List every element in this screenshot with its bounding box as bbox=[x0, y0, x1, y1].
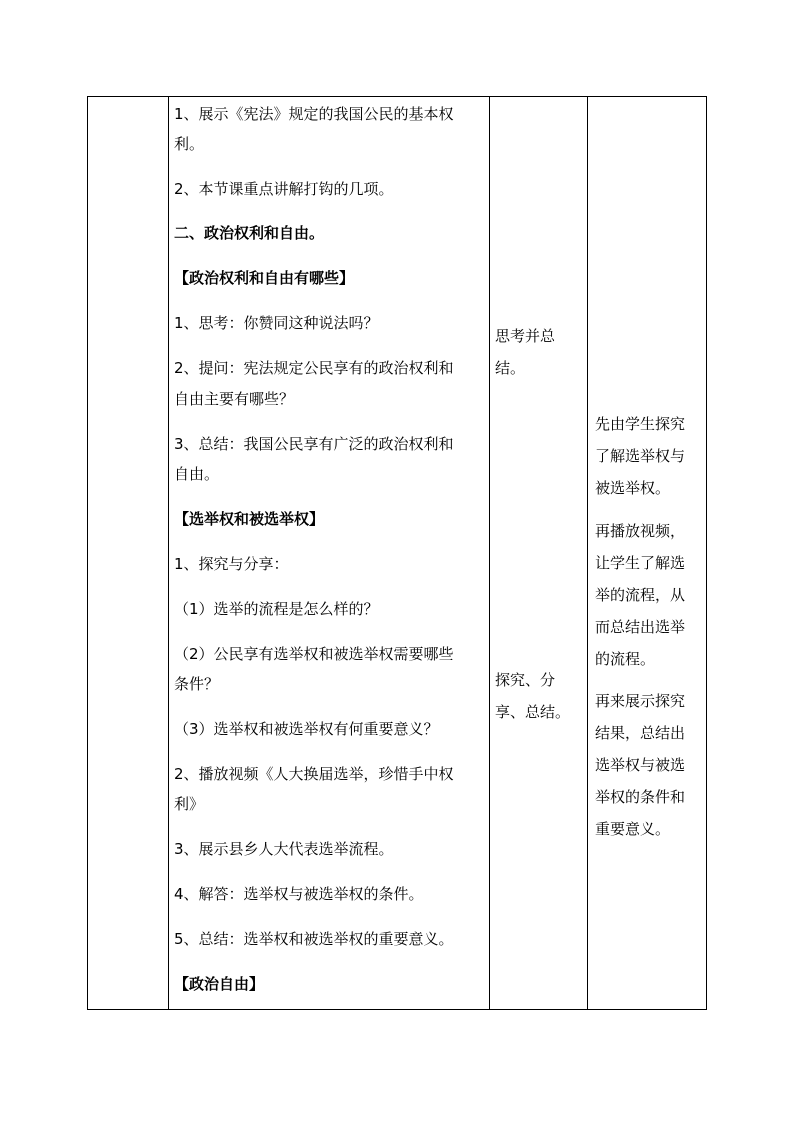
text-line: 举权的条件和 bbox=[595, 788, 686, 806]
text-line: 被选举权。 bbox=[595, 479, 671, 497]
text-line: 了解选举权与 bbox=[595, 447, 686, 465]
text-line: 让学生了解选 bbox=[595, 554, 686, 572]
text-line: 重要意义。 bbox=[595, 820, 671, 838]
text-line: 4、解答：选举权与被选举权的条件。 bbox=[174, 885, 424, 903]
blank-column bbox=[88, 97, 168, 1009]
text-line: 利。 bbox=[174, 135, 205, 153]
subsection-heading: 【政治自由】 bbox=[174, 975, 265, 993]
design-intent-column bbox=[595, 97, 705, 1009]
text-line: 探究、分 bbox=[495, 671, 556, 689]
text-line: 自由。 bbox=[174, 465, 220, 483]
text-line: 选举权与被选 bbox=[595, 756, 686, 774]
text-line: 而总结出选举 bbox=[595, 618, 686, 636]
text-line: 再播放视频， bbox=[595, 522, 686, 540]
text-line: 2、提问：宪法规定公民享有的政治权利和 bbox=[174, 359, 454, 377]
text-line: （1）选举的流程是怎么样的？ bbox=[174, 600, 379, 618]
text-line: （3）选举权和被选举权有何重要意义？ bbox=[174, 720, 439, 738]
text-line: 1、展示《宪法》规定的我国公民的基本权 bbox=[174, 105, 454, 123]
text-line: 的流程。 bbox=[595, 650, 656, 668]
text-line: 先由学生探究 bbox=[595, 415, 686, 433]
text-line: 享、总结。 bbox=[495, 703, 571, 721]
text-line: （2）公民享有选举权和被选举权需要哪些 bbox=[174, 645, 454, 663]
text-line: 思考并总 bbox=[495, 327, 556, 345]
section-heading: 二、政治权利和自由。 bbox=[174, 224, 325, 242]
text-line: 结。 bbox=[495, 359, 526, 377]
subsection-heading: 【选举权和被选举权】 bbox=[174, 510, 325, 528]
text-line: 利》 bbox=[174, 795, 205, 813]
text-line: 结果，总结出 bbox=[595, 724, 686, 742]
text-line: 举的流程，从 bbox=[595, 586, 686, 604]
text-line: 条件？ bbox=[174, 675, 220, 693]
text-line: 3、总结：我国公民享有广泛的政治权利和 bbox=[174, 435, 454, 453]
text-line: 再来展示探究 bbox=[595, 692, 686, 710]
lesson-table bbox=[87, 96, 707, 1010]
text-line: 1、探究与分享： bbox=[174, 555, 289, 573]
column-divider bbox=[587, 97, 588, 1009]
text-line: 3、展示县乡人大代表选举流程。 bbox=[174, 840, 394, 858]
text-line: 2、本节课重点讲解打钩的几项。 bbox=[174, 180, 394, 198]
text-line: 5、总结：选举权和被选举权的重要意义。 bbox=[174, 930, 454, 948]
student-activity-column bbox=[495, 97, 585, 1009]
column-divider bbox=[489, 97, 490, 1009]
subsection-heading: 【政治权利和自由有哪些】 bbox=[174, 269, 355, 287]
text-line: 1、思考：你赞同这种说法吗？ bbox=[174, 314, 379, 332]
text-line: 2、播放视频《人大换届选举，珍惜手中权 bbox=[174, 765, 454, 783]
column-divider bbox=[168, 97, 169, 1009]
teacher-activity-column bbox=[174, 97, 484, 1009]
text-line: 自由主要有哪些？ bbox=[174, 390, 295, 408]
